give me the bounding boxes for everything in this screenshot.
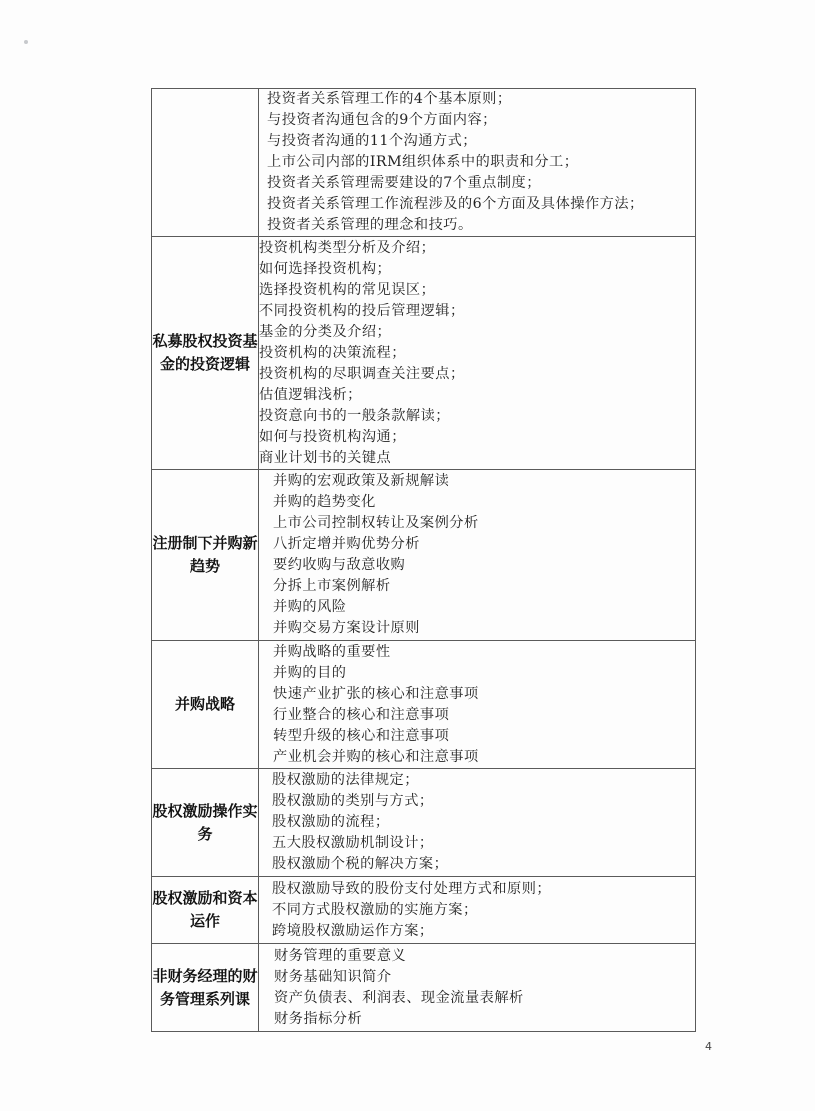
list-item: 投资意向书的一般条款解读；: [259, 407, 450, 424]
list-item: 股权激励导致的股份支付处理方式和原则；: [272, 880, 552, 897]
list-item: 财务指标分析: [274, 1010, 363, 1027]
list-item: 并购的宏观政策及新规解读: [273, 473, 450, 489]
list-item: 并购战略的重要性: [273, 643, 391, 660]
items-cell: [259, 89, 696, 237]
items-cell: [259, 877, 696, 944]
course-table: [151, 88, 696, 1032]
category-cell: 股权激励操作实务: [152, 769, 259, 877]
items-cell: [259, 769, 696, 877]
list-item: 产业机会并购的核心和注意事项: [273, 748, 479, 765]
category-cell: 股权激励和资本运作: [152, 877, 259, 944]
list-item: 投资机构类型分析及介绍；: [259, 239, 436, 256]
table-row: [152, 944, 696, 1032]
list-item: 不同方式股权激励的实施方案；: [272, 901, 478, 918]
list-item: 投资者关系管理工作流程涉及的6个方面及具体操作方法；: [267, 196, 644, 212]
list-item: 投资者关系管理的理念和技巧。: [267, 217, 473, 233]
list-item: 资产负债表、利润表、现金流量表解析: [274, 989, 524, 1006]
table-row: [152, 470, 696, 641]
items-cell: [259, 470, 696, 641]
category-cell: 注册制下并购新趋势: [152, 470, 259, 641]
list-item: 如何选择投资机构；: [259, 260, 392, 277]
list-item: 投资者关系管理需要建设的7个重点制度；: [267, 175, 541, 191]
list-item: 商业计划书的关键点: [259, 449, 392, 466]
list-item: 与投资者沟通的11个沟通方式；: [267, 133, 477, 149]
list-item: 快速产业扩张的核心和注意事项: [273, 685, 479, 702]
list-item: 投资机构的尽职调查关注要点；: [259, 365, 465, 382]
list-item: 与投资者沟通包含的9个方面内容；: [267, 112, 497, 128]
table-row: [152, 237, 696, 470]
list-item: 并购的风险: [273, 599, 347, 615]
category-cell: 非财务经理的财务管理系列课: [152, 944, 259, 1032]
list-item: 要约收购与敌意收购: [273, 557, 406, 573]
list-item: 基金的分类及介绍；: [259, 323, 392, 340]
list-item: 八折定增并购优势分析: [273, 536, 420, 552]
list-item: 估值逻辑浅析；: [259, 386, 362, 403]
list-item: 股权激励的流程；: [272, 814, 390, 830]
category-cell: 私募股权投资基金的投资逻辑: [152, 237, 259, 470]
list-item: 财务基础知识简介: [274, 968, 392, 985]
list-item: 行业整合的核心和注意事项: [273, 706, 450, 723]
list-item: 并购的趋势变化: [273, 494, 376, 510]
list-item: 转型升级的核心和注意事项: [273, 727, 450, 744]
category-cell: 并购战略: [152, 641, 259, 769]
table-row: [152, 641, 696, 769]
category-cell: [152, 89, 259, 237]
list-item: 不同投资机构的投后管理逻辑；: [259, 302, 465, 319]
list-item: 分拆上市案例解析: [273, 578, 391, 594]
table-row: [152, 877, 696, 944]
list-item: 并购交易方案设计原则: [273, 620, 420, 636]
list-item: 股权激励的类别与方式；: [272, 793, 434, 809]
list-item: 投资机构的决策流程；: [259, 344, 406, 361]
page-number: 4: [705, 1040, 712, 1053]
list-item: 股权激励的法律规定；: [272, 772, 419, 788]
list-item: 并购的目的: [273, 664, 347, 681]
list-item: 投资者关系管理工作的4个基本原则；: [267, 91, 512, 107]
table-row: [152, 769, 696, 877]
list-item: 如何与投资机构沟通；: [259, 428, 406, 445]
list-item: 跨境股权激励运作方案；: [272, 922, 434, 939]
list-item: 财务管理的重要意义: [274, 947, 407, 964]
items-cell: [259, 641, 696, 769]
list-item: 上市公司内部的IRM组织体系中的职责和分工；: [267, 154, 579, 170]
items-cell: [259, 237, 696, 470]
table-row: [152, 89, 696, 237]
scan-speck: [24, 40, 28, 44]
list-item: 股权激励个税的解决方案；: [272, 856, 449, 872]
items-cell: [259, 944, 696, 1032]
list-item: 五大股权激励机制设计；: [272, 835, 434, 851]
list-item: 选择投资机构的常见误区；: [259, 281, 436, 298]
list-item: 上市公司控制权转让及案例分析: [273, 515, 479, 531]
